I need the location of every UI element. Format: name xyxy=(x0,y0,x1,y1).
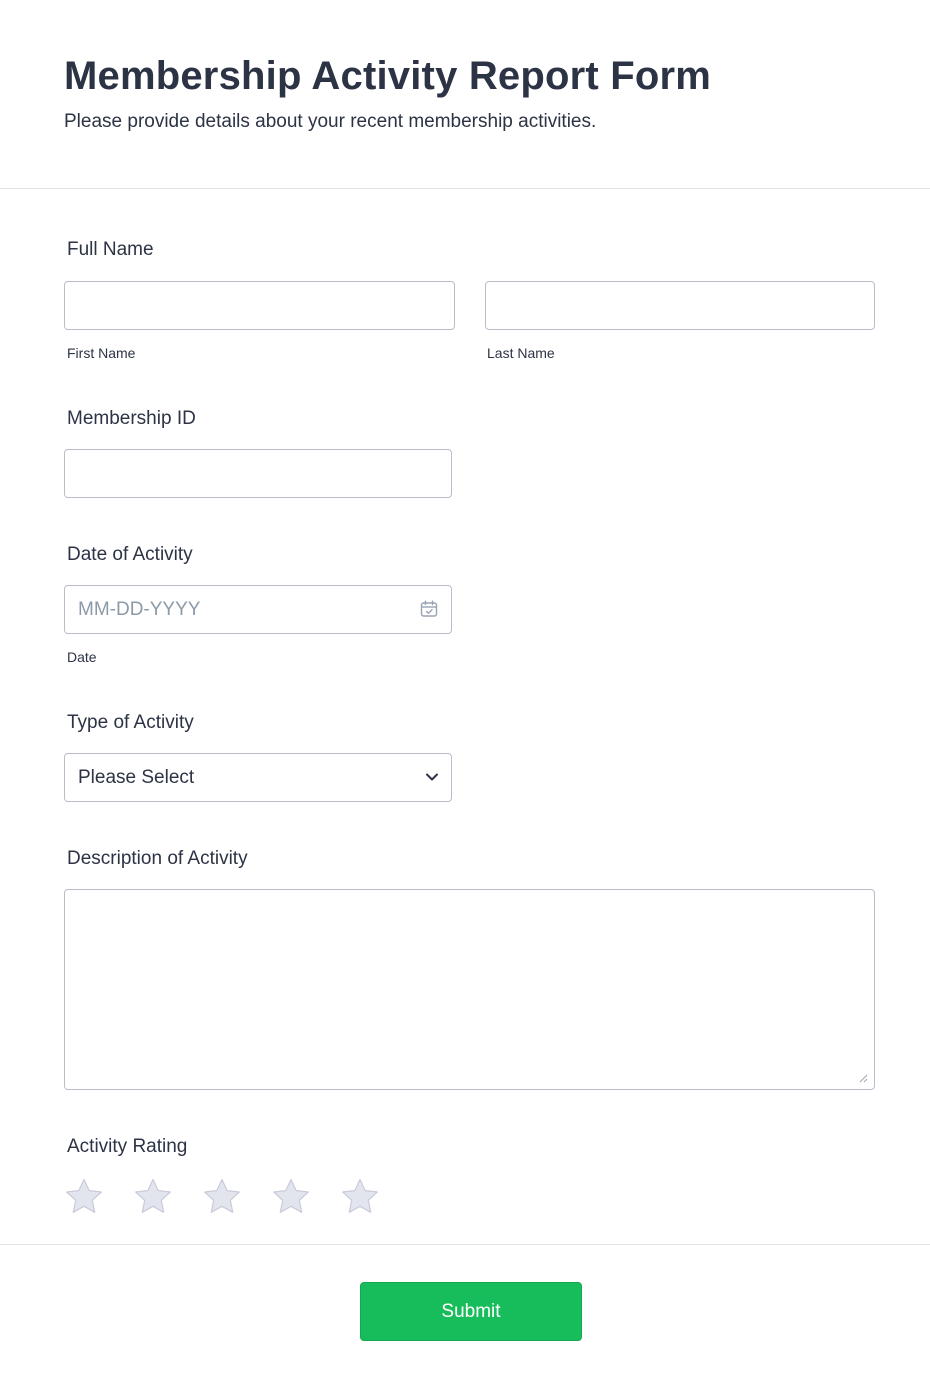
date-field xyxy=(64,585,452,634)
membership-id-label: Membership ID xyxy=(67,408,196,429)
last-name-input[interactable] xyxy=(485,281,875,330)
dropdown-box[interactable] xyxy=(64,753,452,802)
activity-rating-label: Activity Rating xyxy=(67,1136,188,1157)
star-icon[interactable] xyxy=(271,1177,311,1217)
form-subtitle: Please provide details about your recent membership activities. xyxy=(64,111,597,132)
dropdown-selected-value: Please Select xyxy=(78,767,195,788)
resize-handle-icon[interactable] xyxy=(858,1073,868,1083)
first-name-sublabel: First Name xyxy=(67,345,136,361)
star-icon[interactable] xyxy=(133,1177,173,1217)
membership-id-input[interactable] xyxy=(64,449,452,498)
submit-button[interactable]: Submit xyxy=(360,1282,582,1341)
type-of-activity-dropdown[interactable] xyxy=(64,753,452,802)
form-header xyxy=(0,0,930,189)
type-of-activity-label: Type of Activity xyxy=(67,712,194,733)
last-name-sublabel: Last Name xyxy=(487,345,555,361)
description-textarea[interactable] xyxy=(64,889,875,1090)
first-name-input[interactable] xyxy=(64,281,455,330)
date-sublabel: Date xyxy=(67,649,97,665)
full-name-label: Full Name xyxy=(67,239,154,260)
chevron-down-icon xyxy=(425,772,439,782)
star-icon[interactable] xyxy=(64,1177,104,1217)
star-icon[interactable] xyxy=(340,1177,380,1217)
form-title: Membership Activity Report Form xyxy=(64,54,712,98)
calendar-icon[interactable] xyxy=(420,600,438,618)
footer-divider xyxy=(0,1244,930,1245)
description-label: Description of Activity xyxy=(67,848,248,869)
date-of-activity-label: Date of Activity xyxy=(67,544,193,565)
star-icon[interactable] xyxy=(202,1177,242,1217)
date-input[interactable] xyxy=(64,585,452,634)
